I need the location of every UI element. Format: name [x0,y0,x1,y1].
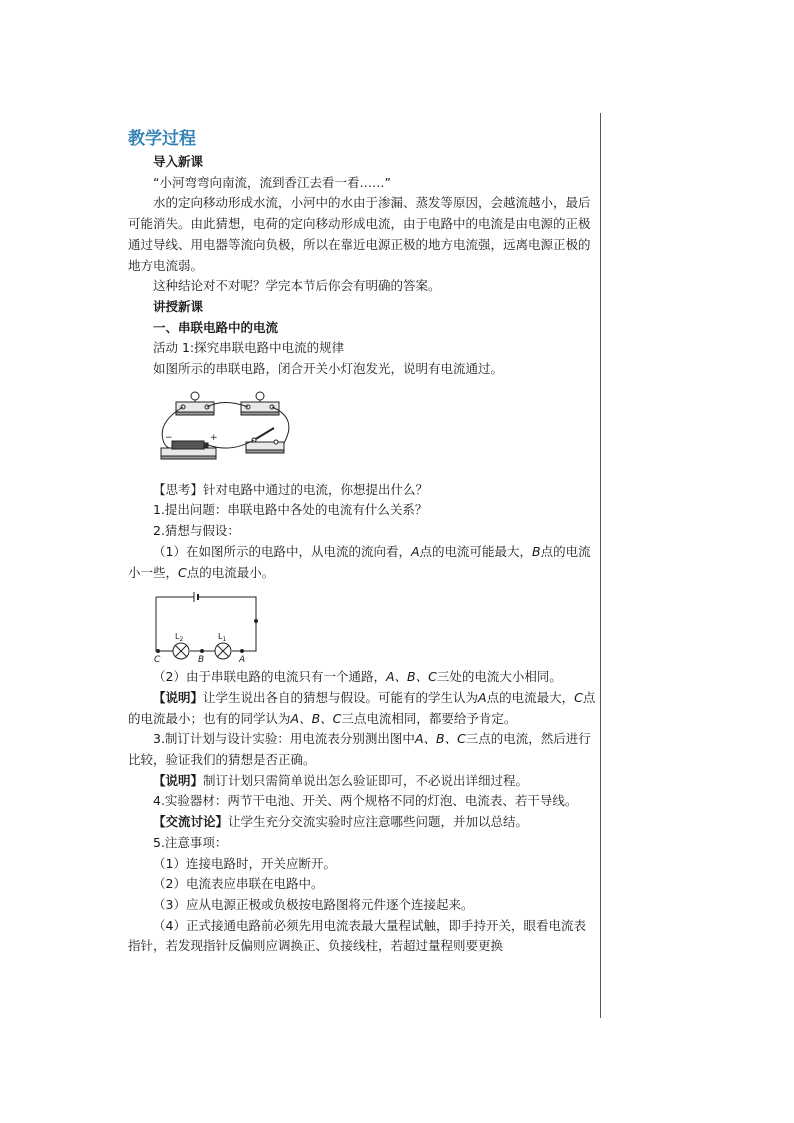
hypothesis-1 [128,542,596,583]
lamp-l1-label: $L_1$ [218,632,227,644]
activity-1-desc: 如图所示的串联电路，闭合开关小灯泡发光，说明有电流通过。 [153,361,504,377]
battery-minus-label: − [165,432,173,443]
point-a-label: A [239,655,246,664]
hyp1-text-c: 点的电流小一些， [128,543,591,580]
circuit-schematic-figure [152,591,262,663]
think-line [128,480,596,501]
note2-tag: 【说明】 [153,772,204,788]
step-3 [128,729,596,770]
hypothesis-2 [128,667,596,688]
hyp1-text-b: 点的电流可能最大， [419,543,533,559]
discuss-text: 让学生充分交流实验时应注意哪些问题，并加以总结。 [228,814,529,830]
hyp1-point-a: A [410,543,420,559]
hyp2-text-b: 三处的电流大小相同。 [436,669,562,685]
note2-text: 制订计划只需简单说出怎么验证即可，不必说出详细过程。 [203,772,529,788]
note1-tag: 【说明】 [153,689,204,705]
discuss-tag: 【交流讨论】 [153,814,229,830]
hyp1-point-b: B [532,543,541,559]
note-item-3: （3）应从电源正极或负极按电路图将元件逐个连接起来。 [153,896,474,912]
hyp2-text-a: （2）由于串联电路的电流只有一个通路， [153,669,386,685]
step3-points: A、B、C [414,731,466,747]
step3-text-a: 3.制订计划与设计实验：用电流表分别测出图中 [153,731,415,747]
step-4: 4.实验器材：两节干电池、开关、两个规格不同的灯泡、电流表、若干导线。 [153,793,578,809]
hyp1-text-a: （1）在如图所示的电路中，从电流的流向看， [153,543,411,559]
step-1: 1.提出问题：串联电路中各处的电流有什么关系？ [153,502,428,518]
think-text: 针对电路中通过的电流，你想提出什么？ [203,481,429,497]
point-c-label: C [154,655,161,664]
hyp1-text-d: 点的电流最小。 [186,564,275,580]
physical-circuit-figure [156,388,296,470]
quote: “小河弯弯向南流，流到香江去看一看……” [153,174,391,190]
lecture-heading: 讲授新课 [153,298,204,314]
note-1 [128,688,596,729]
paragraph-2: 这种结论对不对呢？学完本节后你会有明确的答案。 [153,278,441,294]
note-item-2: （2）电流表应串联在电路中。 [153,876,324,892]
section1-heading: 一、串联电路中的电流 [153,319,279,335]
note-item-1: （1）连接电路时，开关应断开。 [153,855,336,871]
note1-points: A、B、C [290,710,342,726]
note1-text-b: 点的电流最大， [486,689,575,705]
note-2 [128,771,596,792]
battery-plus-label: + [210,432,218,443]
paragraph-1: 水的定向移动形成水流，小河中的水由于渗漏、蒸发等原因，会越流越小，最后可能消失。由此猜想，电荷的定向移动形成电流，由于电路中的电流是由电源的正极通过导线、用电器等流向负极，所以在靠近电源正极的地方电流强，远离电源正极的地方电流弱。 [128,195,591,273]
note1-text-c: 点的电流最小；也有的同学认为 [128,689,596,726]
think-tag: 【思考】 [153,481,204,497]
discuss-line [128,812,596,833]
note1-point-a: A [478,689,487,705]
note-item-4: （4）正式接通电路前必须先用电流表最大量程试触，即手持开关，眼看电流表指针，若发现指针反偏则应调换正、负接线柱，若超过量程则要更换 [128,917,586,954]
step3-text-b: 三点的电流，然后进行比较，验证我们的猜想是否正确。 [128,731,591,768]
point-b-label: B [198,655,205,664]
step-2: 2.猜想与假设： [153,523,240,539]
right-border-line [600,113,601,1018]
step-5: 5.注意事项： [153,834,228,850]
lamp-l2-label: $L_2$ [175,632,184,644]
hyp2-points: A、B、C [385,669,437,685]
intro-heading: 导入新课 [153,154,204,169]
note1-text-d: 三点电流相同，都要给予肯定。 [341,710,517,726]
note1-point-c: C [574,689,583,705]
activity-1: 活动 1:探究串联电路中电流的规律 [153,340,345,356]
document-body [128,152,596,957]
note1-text-a: 让学生说出各自的猜想与假设。可能有的学生认为 [203,689,479,705]
page-title: 教学过程 [128,129,196,149]
hyp1-point-c: C [178,564,187,580]
